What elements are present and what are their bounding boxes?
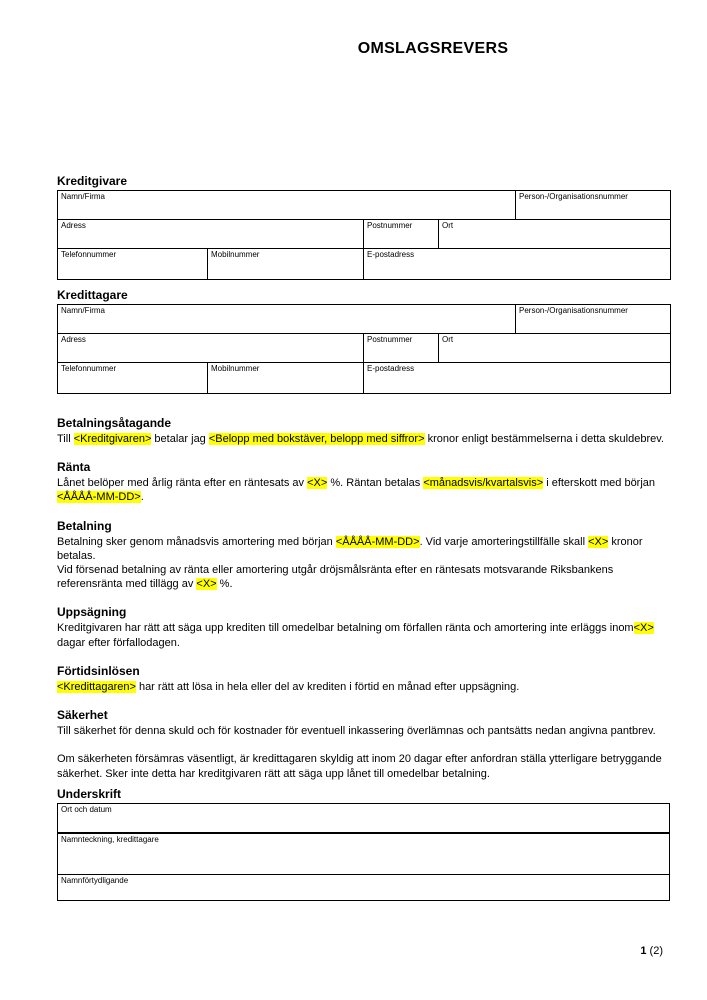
creditor-table [57, 190, 671, 280]
field-label: Telefonnummer [61, 250, 117, 259]
field-label: Person-/Organisationsnummer [519, 192, 628, 201]
creditor-heading: Kreditgivare [57, 174, 128, 188]
table-row [58, 363, 671, 394]
section-heading: Uppsägning [57, 605, 127, 620]
field-label: Ort och datum [61, 804, 112, 814]
field-label: Namnförtydligande [61, 875, 129, 885]
placeholder-highlight: <Belopp med bokstäver, belopp med siffror> [208, 433, 425, 445]
placeholder-highlight: <Kredittagaren> [57, 680, 136, 693]
creditor-postalcode-field [364, 220, 439, 249]
section-sakerhet [57, 708, 670, 781]
placeholder-highlight: <Kreditgivaren> [73, 433, 152, 445]
table-row [58, 191, 671, 220]
signature-place-date-field [58, 803, 670, 833]
page-footer [57, 945, 663, 957]
field-label: Ort [442, 221, 454, 230]
placeholder-highlight: <ÅÅÅÅ-MM-DD> [57, 491, 141, 504]
placeholder-highlight: <X> [196, 578, 217, 591]
field-label: Namn/Firma [61, 306, 106, 315]
placeholder-highlight: <X> [633, 622, 654, 635]
section-paragraph: <Kredittagaren> har rätt att lösa in hela eller del av krediten i förtid en månad efter uppsägning. [57, 680, 520, 693]
field-label: Person-/Organisationsnummer [519, 306, 628, 315]
signature-sign-field [58, 833, 670, 875]
section-heading: Betalning [57, 518, 112, 533]
field-label: Namn/Firma [61, 192, 106, 201]
section-heading: Förtidsinlösen [57, 663, 140, 678]
section-ranta [57, 460, 670, 504]
creditor-phone-field [58, 249, 208, 280]
field-label: Mobilnummer [211, 364, 260, 373]
field-label: Postnummer [367, 221, 413, 230]
field-label: Mobilnummer [211, 250, 260, 259]
table-row [58, 803, 670, 833]
section-paragraph: Om säkerheten försämras väsentligt, är kredittagaren skyldig att inom 20 dagar efter anfordran ställa ytterligare betryggande säkerhet. Sker inte detta har kreditgivaren rätt att säga upp lånet till omedelbar betalning. [57, 753, 662, 780]
creditor-address-field [58, 220, 364, 249]
table-row [58, 334, 671, 363]
debtor-postalcode-field [364, 334, 439, 363]
section-paragraph: Kreditgivaren har rätt att säga upp krediten till omedelbar betalning om förfallen ränta och amortering inte erläggs inom<X> dagar efter förfallodagen. [57, 622, 654, 649]
placeholder-highlight: <månadsvis/kvartalsvis> [423, 477, 544, 490]
section-heading: Ränta [57, 460, 91, 475]
document-title: OMSLAGSREVERS [357, 40, 509, 57]
creditor-name-field [58, 191, 516, 220]
table-row [58, 833, 670, 875]
placeholder-highlight: <X> [588, 535, 609, 548]
debtor-heading: Kredittagare [57, 288, 128, 302]
table-row [58, 249, 671, 280]
debtor-address-field [58, 334, 364, 363]
field-label: Namnteckning, kredittagare [61, 834, 159, 844]
creditor-orgnumber-field [516, 191, 671, 220]
signature-name-clarification-field [58, 874, 670, 900]
creditor-email-field [364, 249, 671, 280]
creditor-mobile-field [208, 249, 364, 280]
section-paragraph: Vid försenad betalning av ränta eller amortering utgår dröjsmålsränta efter en räntesats motsvarande Riksbankens referensränta med tillägg av <X> %. [57, 564, 614, 591]
placeholder-highlight: <ÅÅÅÅ-MM-DD> [335, 535, 420, 548]
debtor-city-field [439, 334, 671, 363]
section-paragraph: Till säkerhet för denna skuld och för kostnader för eventuell inkassering överlämnas och pantsätts nedan angivna pantbrev. [57, 725, 656, 738]
field-label: Telefonnummer [61, 364, 117, 373]
section-uppsagning [57, 605, 670, 649]
table-row [58, 305, 671, 334]
signature-block [57, 787, 670, 901]
debtor-mobile-field [208, 363, 364, 394]
table-row [58, 220, 671, 249]
section-paragraph: Betalning sker genom månadsvis amortering med början <ÅÅÅÅ-MM-DD>. Vid varje amorteringstillfälle skall <X> kronor betalas. [57, 535, 643, 562]
debtor-orgnumber-field [516, 305, 671, 334]
debtor-block [57, 288, 670, 394]
debtor-phone-field [58, 363, 208, 394]
section-paragraph-spacer [57, 738, 670, 752]
field-label: Ort [442, 335, 454, 344]
debtor-table [57, 304, 671, 394]
section-paragraph: Till <Kreditgivaren> betalar jag <Belopp med bokstäver, belopp med siffror> kronor enligt bestämmelserna i detta skuldebrev. [57, 433, 664, 445]
field-label: Postnummer [367, 335, 413, 344]
field-label: E-postadress [367, 364, 415, 373]
creditor-city-field [439, 220, 671, 249]
placeholder-highlight: <X> [307, 477, 328, 490]
section-heading: Betalningsåtagande [57, 416, 172, 430]
section-fortidsinlosen [57, 664, 670, 694]
field-label: E-postadress [367, 250, 415, 259]
page-count: (2) [649, 945, 663, 957]
section-betalningsatagande [57, 416, 670, 446]
debtor-email-field [364, 363, 671, 394]
page-number: 1 [640, 945, 647, 957]
field-label: Adress [61, 221, 86, 230]
signature-table [57, 803, 670, 901]
field-label: Adress [61, 335, 86, 344]
debtor-name-field [58, 305, 516, 334]
creditor-block [57, 174, 670, 280]
document-content [57, 174, 670, 901]
section-heading: Säkerhet [57, 708, 108, 723]
table-row [58, 874, 670, 900]
section-betalning [57, 519, 670, 592]
section-paragraph: Lånet belöper med årlig ränta efter en räntesats av <X> %. Räntan betalas <månadsvis/kvartalsvis> i efterskott med början <ÅÅÅÅ-MM-DD>. [57, 477, 656, 504]
signature-heading: Underskrift [57, 786, 122, 801]
